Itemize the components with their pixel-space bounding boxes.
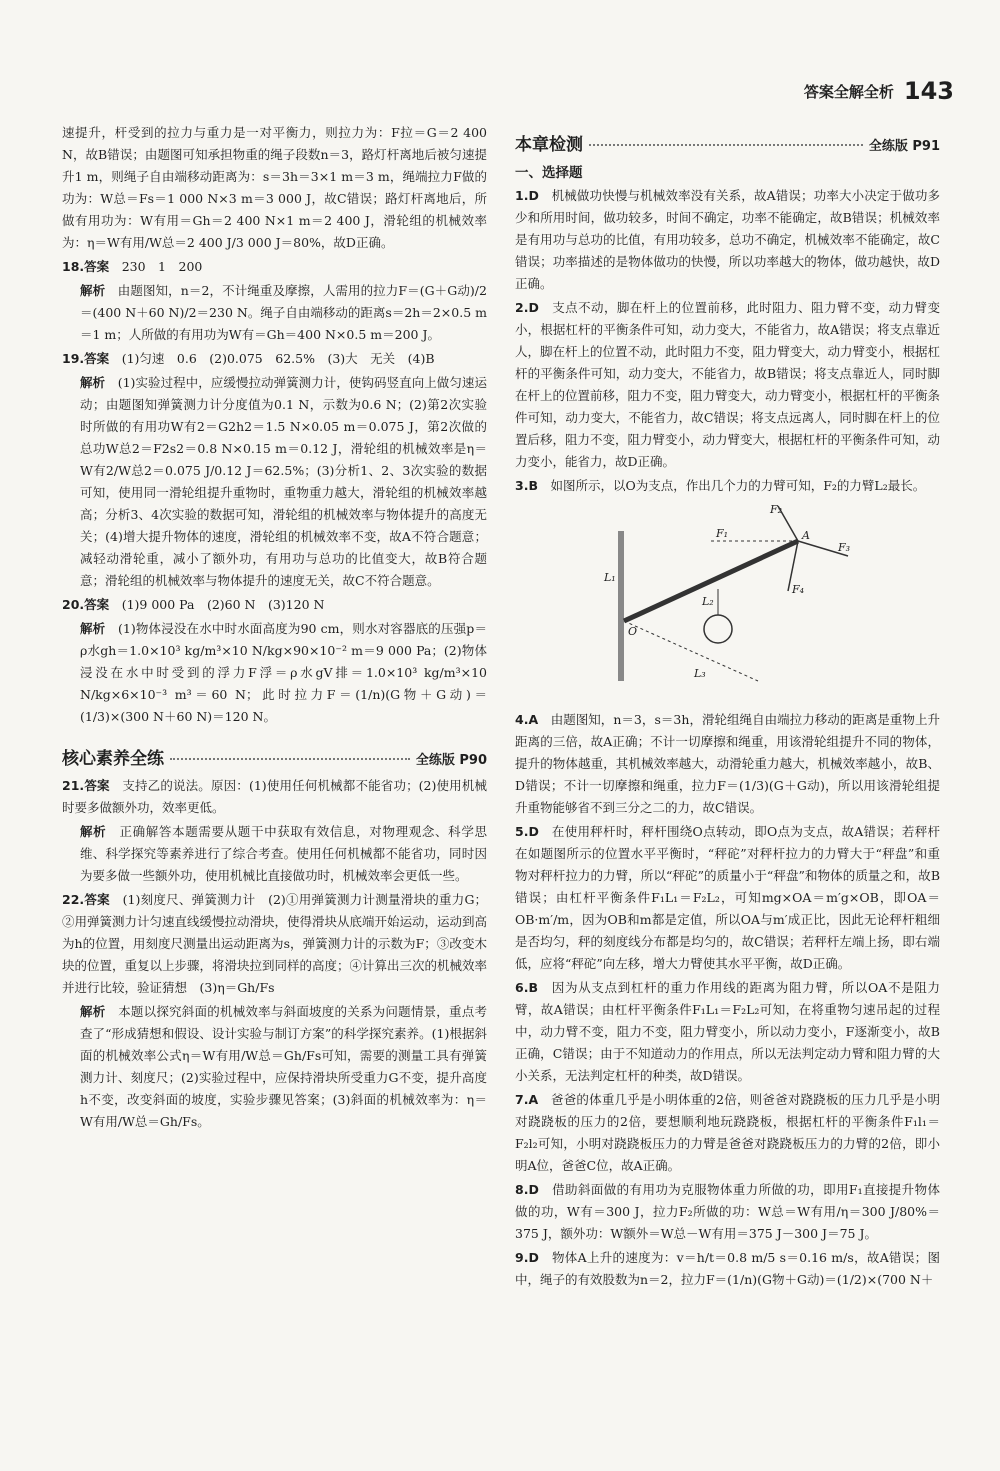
label-a: A	[801, 529, 810, 542]
section-heading-core	[62, 744, 487, 769]
answer-item-2	[515, 297, 940, 473]
question-19	[62, 348, 487, 592]
heading-dots	[589, 144, 863, 146]
item-text: 爸爸的体重几乎是小明体重的2倍，则爸爸对跷跷板的压力几乎是小明对跷跷板的压力的2倍，要想顺利地玩跷跷板，根据杠杆的平衡条件F₁l₁＝F₂l₂可知，小明对跷跷板压力的力臂是爸爸对跷跷板压力的力臂的2倍，即小明A位，爸爸C位，故A正确。	[515, 1092, 940, 1173]
item-number: 4.A	[515, 712, 539, 727]
section-title-chapter: 本章检测	[515, 135, 583, 155]
item-text: 支点不动，脚在杆上的位置前移，此时阻力、阻力臂不变，动力臂变小，根据杠杆的平衡条件可知，动力变大，不能省力，故A错误；将支点靠近人，脚在杆上的位置不动，此时阻力不变，阻力臂变大，动力臂变小，根据杠杆的平衡条件可知，动力变大，不能省力，故B错误；将支点靠近人，同时脚在杆上的位置前移，阻力不变，阻力臂变大，动力臂变小，根据杠杆的平衡条件可知，动力变大，不能省力，故C错误；将支点远离人，同时脚在杆上的位置后移，阻力不变，阻力臂变小，动力臂变大，根据杠杆的平衡条件可知，动力变小，能省力，故D正确。	[515, 300, 940, 469]
answer-item-8	[515, 1179, 940, 1245]
q18-analysis-tag: 解析	[80, 283, 106, 298]
q22-analysis: 本题以探究斜面的机械效率与斜面坡度的关系为问题情景，重点考查了“形成猜想和假设、设计实验与制订方案”的科学探究素养。(1)根据斜面的机械效率公式η＝W有用/W总＝Gh/Fs可知，需要的测量工具有弹簧测力计、刻度尺；(2)实验过程中，应保持滑块所受重力G不变，提升高度h不变，改变斜面的坡度，实验步骤见答案；(3)斜面的机械效率为：η＝W有用/W总＝Gh/Fs。	[80, 1004, 487, 1129]
item-number: 1.D	[515, 188, 539, 203]
q20-answer: (1)9 000 Pa (2)60 N (3)120 N	[121, 597, 325, 612]
q22-analysis-tag: 解析	[80, 1004, 106, 1019]
lever-bar	[624, 541, 798, 621]
lever-arm-line	[624, 621, 758, 681]
section-heading-chapter	[515, 130, 940, 155]
section-ref-core: 全练版 P90	[415, 753, 487, 768]
item-number: 9.D	[515, 1250, 539, 1265]
item-text: 在使用秤杆时，秤杆围绕O点转动，即O点为支点，故A错误；若秤杆在如题图所示的位置水平平衡时，“秤砣”对秤杆拉力的力臂大于“秤盘”和重物对秤杆拉力的力臂，所以“秤砣”的质量小于“秤盘”和物体的质量之和，故B错误；由杠杆平衡条件F₁L₁＝F₂L₂，可知mg×OA＝m′g×OB，即OA＝OB·m′/m，因为OB和m都是定值，所以OA与m′成正比，因此无论秤杆粗细是否均匀，秤的刻度线分布都是均匀的，故C错误；若秤杆左端上扬，即右端低，应将“秤砣”向左移，增大力臂使其水平平衡，故D正确。	[515, 824, 940, 971]
q19-answer: (1)匀速 0.6 (2)0.075 62.5% (3)大 无关 (4)B	[121, 351, 435, 366]
q20-answer-tag: 答案	[84, 597, 110, 612]
item-number: 7.A	[515, 1092, 539, 1107]
q19-analysis: (1)实验过程中，应缓慢拉动弹簧测力计，使钩码竖直向上做匀速运动；由题图知弹簧测力计分度值为0.1 N，示数为0.6 N；(2)第2次实验时所做的有用功W有2＝G2h2＝1.5 N×0.05 m＝0.075 J，第2次做的总功W总2＝F2s2＝0.8 N×0.15 m＝0.12 J，滑轮组的机械效率是η＝W有2/W总2＝0.075 J/0.12 J＝62.5%；(3)分析1、2、3次实验的数据可知，使用同一滑轮组提升重物时，重物重力越大，滑轮组的机械效率越高；分析3、4次实验的数据可知，滑轮组的机械效率与物体提升的高度无关；(4)增大提升物体的速度，滑轮组的机械效率不变，故A不符合题意；减轻动滑轮重，减小了额外功，有用功与总功的比值变大，故B符合题意；滑轮组的机械效率与物体提升的速度无关，故C不符合题意。	[80, 375, 487, 588]
answer-item-7	[515, 1089, 940, 1177]
intro-paragraph: 速提升，杆受到的拉力与重力是一对平衡力，则拉力为：F拉＝G＝2 400 N，故B错误；由题图可知承担物重的绳子段数n＝3，路灯杆离地后被匀速提升1 m，则绳子自由端移动距离为：s＝3h＝3×1 m＝3 m，绳端拉力F做的功为：W总＝Fs＝1 000 N×3 m＝3 000 J，故C错误；路灯杆离地后，所做有用功为：W有用＝Gh＝2 400 N×1 m＝2 400 J，滑轮组的机械效率为：η＝W有用/W总＝2 400 J/3 000 J＝80%，故D正确。	[62, 125, 487, 250]
label-l1: L₁	[603, 571, 616, 584]
label-f2: F₂	[769, 503, 782, 516]
q20-number: 20.	[62, 597, 85, 612]
question-22	[62, 889, 487, 1133]
wall	[618, 531, 624, 681]
q21-analysis-tag: 解析	[80, 824, 107, 839]
label-o: O	[627, 625, 637, 638]
page-number: 143	[903, 77, 954, 105]
page-header	[804, 76, 954, 106]
q21-answer-tag: 答案	[84, 778, 110, 793]
label-f3: F₃	[837, 541, 850, 554]
weight-ball	[704, 615, 732, 643]
lever-force-diagram	[598, 501, 858, 701]
question-18	[62, 256, 487, 346]
q20-analysis: (1)物体浸没在水中时水面高度为90 cm，则水对容器底的压强p＝ρ水gh＝1.0×10³ kg/m³×10 N/kg×90×10⁻² m＝9 000 Pa；(2)物体浸没在水中时受到的浮力F浮＝ρ水gV排＝1.0×10³ kg/m³×10 N/kg×6×10⁻³ m³＝60 N；此时拉力F＝(1/n)(G物＋G动)＝(1/3)×(300 N＋60 N)＝120 N。	[80, 621, 487, 724]
section-ref-chapter: 全练版 P91	[868, 139, 940, 154]
item-text: 借助斜面做的有用功为克服物体重力所做的功，即用F₁直接提升物体做的功，W有＝300 J，拉力F₂所做的功：W总＝W有用/η＝300 J/80%＝375 J，额外功：W额外＝W总－W有用＝375 J－300 J＝75 J。	[515, 1182, 940, 1241]
label-f4: F₄	[791, 583, 804, 596]
label-l2: L₂	[701, 595, 714, 608]
q22-answer-tag: 答案	[84, 892, 110, 907]
item-text: 物体A上升的速度为：v＝h/t＝0.8 m/5 s＝0.16 m/s，故A错误；图中，绳子的有效股数为n＝2，拉力F＝(1/n)(G物＋G动)＝(1/2)×(700 N＋	[515, 1250, 940, 1287]
item-text: 因为从支点到杠杆的重力作用线的距离为阻力臂，所以OA不是阻力臂，故A错误；由杠杆平衡条件F₁L₁＝F₂L₂可知，在将重物匀速吊起的过程中，动力臂不变，阻力不变，阻力臂变小，所以动力变小，F逐渐变小，故B正确，C错误；由于不知道动力的作用点，所以无法判定动力臂和阻力臂的大小关系，无法判定杠杆的种类，故D错误。	[515, 980, 940, 1083]
q18-analysis: 由题图知，n＝2，不计绳重及摩擦，人需用的拉力F＝(G＋G动)/2＝(400 N＋60 N)/2＝230 N。绳子自由端移动的距离s＝2h＝2×0.5 m＝1 m；人所做的有用功为W有＝Gh＝400 N×0.5 m＝200 J。	[80, 283, 487, 342]
answer-item-3	[515, 475, 940, 497]
q19-analysis-tag: 解析	[80, 375, 106, 390]
q22-number: 22.	[62, 892, 85, 907]
heading-dots	[170, 758, 410, 760]
item-number: 8.D	[515, 1182, 539, 1197]
q21-answer: 支持乙的说法。原因：(1)使用任何机械都不能省功；(2)使用机械时要多做额外功，效率更低。	[62, 778, 487, 815]
section-title-core: 核心素养全练	[62, 749, 164, 769]
q22-answer: (1)刻度尺、弹簧测力计 (2)①用弹簧测力计测量滑块的重力G；②用弹簧测力计匀速直线缓慢拉动滑块，使得滑块从底端开始运动，运动到高为h的位置，用刻度尺测量出运动距离为s，弹簧测力计的示数为F；③改变木块的位置，重复以上步骤，将滑块拉到同样的高度；④计算出三次的机械效率并进行比较，验证猜想 (3)η＝Gh/Fs	[62, 892, 487, 995]
left-column	[62, 122, 487, 1457]
item-number: 6.B	[515, 980, 538, 995]
header-title: 答案全解全析	[803, 82, 894, 101]
q20-analysis-tag: 解析	[80, 621, 106, 636]
q19-answer-tag: 答案	[84, 351, 110, 366]
answer-item-1	[515, 185, 940, 295]
right-column	[515, 122, 940, 1457]
item-number: 5.D	[515, 824, 539, 839]
label-f1: F₁	[715, 527, 728, 540]
item-text: 由题图知，n＝3，s＝3h，滑轮组绳自由端拉力移动的距离是重物上升距离的三倍，故A正确；不计一切摩擦和绳重，用该滑轮组提升不同的物体，提升的物体越重，其机械效率越大，动滑轮重力越大，机械效率越小，故B、D错误；不计一切摩擦和绳重，拉力F＝(1/3)(G＋G动)，所以用该滑轮组提升重物能够省不到三分之二的力，故C错误。	[515, 712, 940, 815]
q21-number: 21.	[62, 778, 85, 793]
item-text: 如图所示，以O为支点，作出几个力的力臂可知，F₂的力臂L₂最长。	[550, 478, 926, 493]
q18-number: 18.	[62, 259, 85, 274]
q18-answer: 230 1 200	[121, 259, 203, 274]
subsection-title: 一、选择题	[515, 165, 583, 181]
item-number: 2.D	[515, 300, 539, 315]
q19-number: 19.	[62, 351, 85, 366]
question-21	[62, 775, 487, 887]
item-number: 3.B	[515, 478, 538, 493]
answer-item-9	[515, 1247, 940, 1291]
q18-answer-tag: 答案	[84, 259, 110, 274]
q21-analysis: 正确解答本题需要从题干中获取有效信息，对物理观念、科学思维、科学探究等素养进行了综合考查。使用任何机械都不能省功，同时因为要多做一些额外功，使用机械比直接做功时，机械效率会更低一些。	[80, 824, 487, 883]
item-text: 机械做功快慢与机械效率没有关系，故A错误；功率大小决定于做功多少和所用时间，做功较多，时间不确定，功率不能确定，故B错误；机械效率是有用功与总功的比值，有用功较多，总功不确定，机械效率不能确定，故C错误；功率描述的是物体做功的快慢，所以功率越大的物体，做功越快，故D正确。	[515, 188, 940, 291]
question-20	[62, 594, 487, 728]
answer-item-4	[515, 709, 940, 819]
answer-item-6	[515, 977, 940, 1087]
answer-item-5	[515, 821, 940, 975]
label-l3: L₃	[693, 667, 706, 680]
